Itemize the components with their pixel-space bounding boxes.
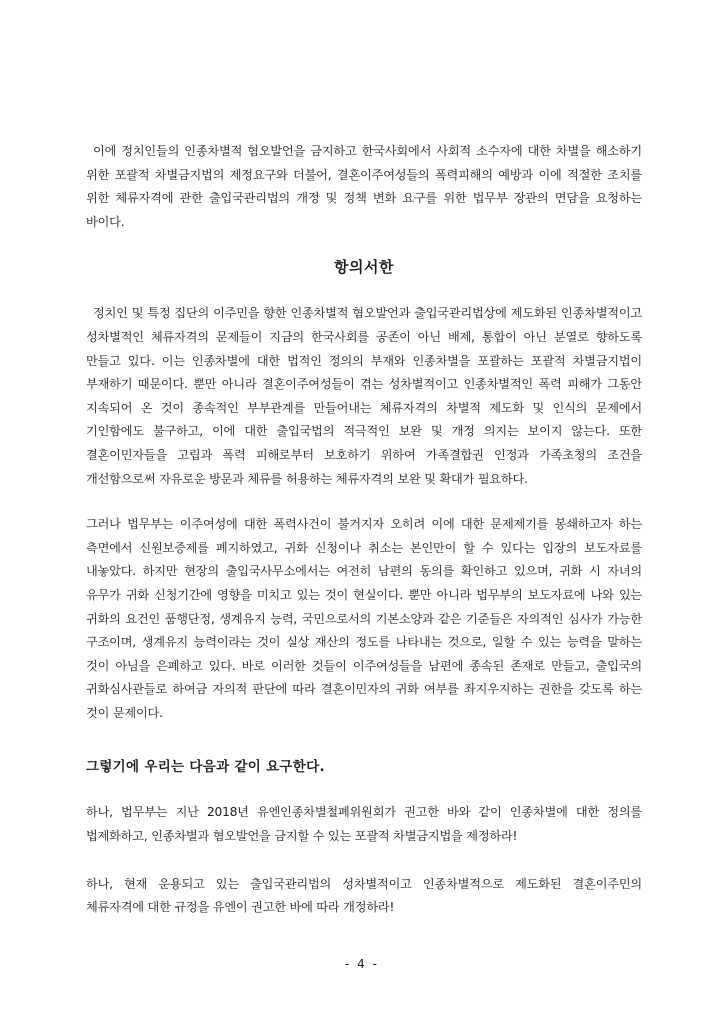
demand-heading: 그렇기에 우리는 다음과 같이 요구한다. (86, 759, 325, 776)
body-paragraph-1: 정치인 및 특정 집단의 이주민을 향한 인종차별적 혐오발언과 출입국관리법상에 제도화된 인종차별적이고 성차별적인 체류자격의 문제들이 지금의 한국사회를 공존이 아닌 배제, 통합이 아닌 분열로 향하도록 만들고 있다. 이는 인종차별에 대한 법적인 정의의 부재와 인종차별을 포괄하는 포괄적 차별금지법이 부재하기 때문이다. 뿐만 아니라 결혼이주여성들이 겪는 성차별적이고 인종차별적인 폭력 피해가 그동안 지속되어 온 것이 종속적인 부부관계를 만들어내는 체류자격의 차별적 제도화 및 인식의 문제에서 기인함에도 불구하고, 이에 대한 출입국법의 적극적인 보완 및 개정 의지는 보이지 않는다. 또한 결혼이민자들을 고립과 폭력 피해로부터 보호하기 위하여 가족결합권 인정과 가족초청의 조건을 개선함으로써 자유로운 방문과 체류를 허용하는 체류자격의 보완 및 확대가 필요하다. (86, 306, 642, 486)
intro-paragraph: 이에 정치인들의 인종차별적 혐오발언을 금지하고 한국사회에서 사회적 소수자에 대한 차별을 해소하기 위한 포괄적 차별금지법의 제정요구와 더불어, 결혼이주여성들의 폭력피해의 예방과 이에 적절한 조치를 위한 체류자격에 관한 출입국관리법의 개정 및 정책 변화 요구를 위한 법무부 장관의 면담을 요청하는 바이다. (86, 144, 642, 229)
demand-item-1: 하나, 법무부는 지난 2018년 유엔인종차별철폐위원회가 권고한 바와 같이 인종차별에 대한 정의를 법제화하고, 인종차별과 혐오발언을 금지할 수 있는 포괄적 차별금지법을 제정하라! (86, 805, 642, 844)
body-paragraph-2: 그러나 법무부는 이주여성에 대한 폭력사건이 불거지자 오히려 이에 대한 문제제기를 봉쇄하고자 하는 측면에서 신원보증제를 폐지하였고, 귀화 신청이나 취소는 본인만이 할 수 있다는 입장의 보도자료를 내놓았다. 하지만 현장의 출입국사무소에서는 여전히 남편의 동의를 확인하고 있으며, 귀화 시 자녀의 유무가 귀화 신청기간에 영향을 미치고 있는 것이 현실이다. 뿐만 아니라 법무부의 보도자료에 나와 있는 귀화의 요건인 품행단정, 생계유지 능력, 국민으로서의 기본소양과 같은 기준들은 자의적인 심사가 가능한 구조이며, 생계유지 능력이라는 것이 실상 재산의 정도를 나타내는 것으로, 일할 수 있는 능력을 말하는 것이 아님을 은폐하고 있다. 바로 이러한 것들이 이주여성들을 남편에 종속된 존재로 만들고, 출입국의 귀화심사관들로 하여금 자의적 판단에 따라 결혼이민자의 귀화 여부를 좌지우지하는 권한을 갖도록 하는 것이 문제이다. (86, 517, 642, 720)
demand-item-2: 하나, 현재 운용되고 있는 출입국관리법의 성차별적이고 인종차별적으로 제도화된 결혼이주민의 체류자격에 대한 규정을 유엔이 권고한 바에 따라 개정하라! (86, 876, 642, 915)
document-body (86, 140, 642, 920)
page-number: - 4 - (345, 957, 379, 971)
document-title: 항의서한 (334, 258, 394, 277)
